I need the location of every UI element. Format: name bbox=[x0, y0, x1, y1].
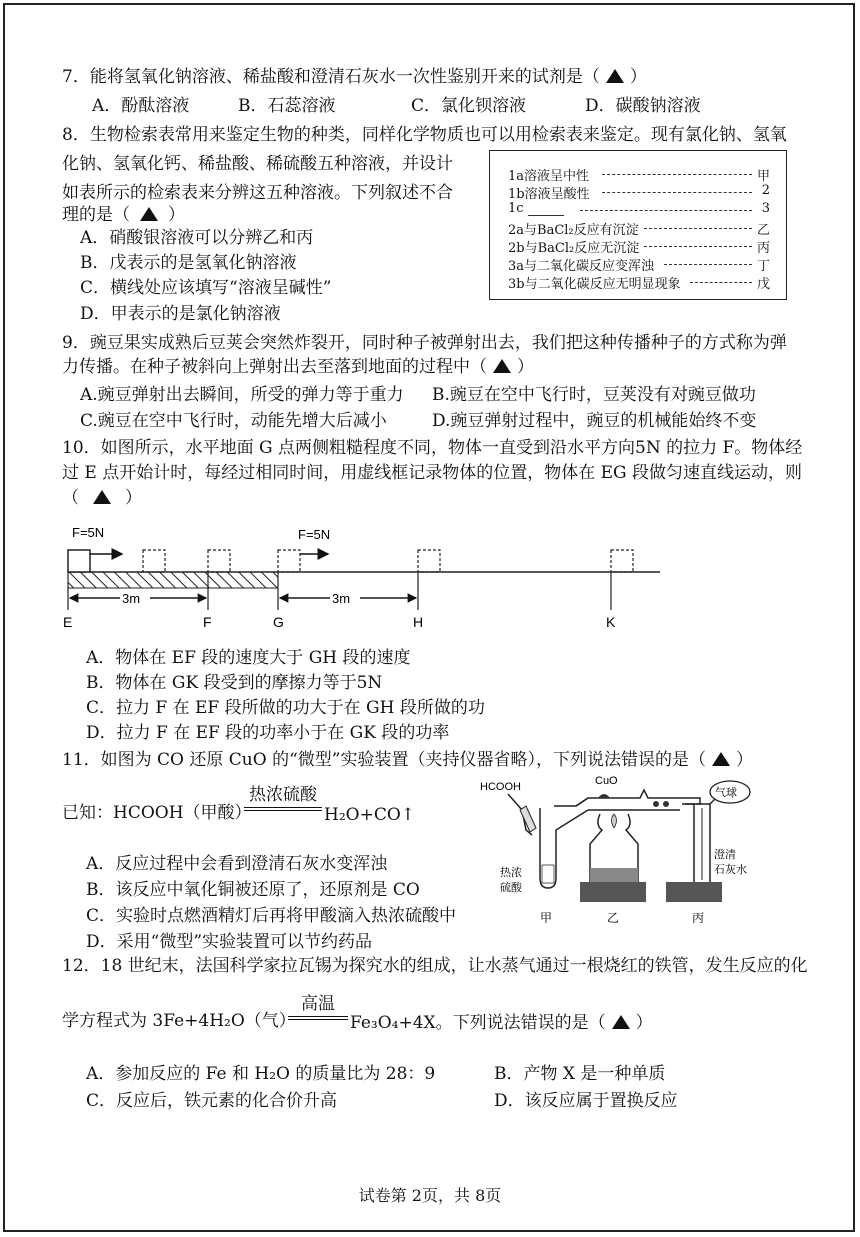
apparatus-label-jia: 甲 bbox=[540, 911, 553, 925]
q7-stem: 7．能将氢氧化钠溶液、稀盐酸和澄清石灰水一次性鉴别开来的试剂是（ ） bbox=[62, 67, 647, 87]
q10-option-d: D．拉力 F 在 EF 段的功率小于在 GK 段的功率 bbox=[86, 723, 450, 743]
key-row: 1b溶液呈酸性 2 bbox=[508, 183, 770, 202]
key-row: 1a溶液呈中性 甲 bbox=[508, 169, 770, 184]
q11-reaction-arrow: 热浓硫酸 bbox=[244, 780, 322, 811]
answer-triangle-icon bbox=[712, 752, 730, 766]
q12-option-c: C．反应后，铁元素的化合价升高 bbox=[86, 1091, 338, 1111]
key-row: 2a与BaCl₂反应有沉淀 乙 bbox=[508, 223, 770, 238]
q12-eq-prefix: 学方程式为 3Fe+4H₂O（气） bbox=[62, 1011, 296, 1031]
q8-line1: 8．生物检索表常用来鉴定生物的种类，同样化学物质也可以用检索表来鉴定。现有氯化钠、氢氧 bbox=[62, 125, 787, 145]
q11-known-products: H₂O+CO↑ bbox=[324, 805, 416, 825]
q10-line1: 10．如图所示，水平地面 G 点两侧粗糙程度不同，物体一直受到沿水平方向5N 的拉力 F。物体经 bbox=[62, 438, 803, 458]
q12-option-b: B．产物 X 是一种单质 bbox=[494, 1064, 666, 1084]
q11-stem: 11．如图为 CO 还原 CuO 的“微型”实验装置（夹持仪器省略），下列说法错误的是（ ） bbox=[62, 750, 753, 770]
acid-label-1: 热浓 bbox=[500, 867, 522, 879]
q9-option-b: B.豌豆在空中飞行时，豆荚没有对豌豆做功 bbox=[432, 385, 756, 405]
q11-option-b: B．该反应中氧化铜被还原了，还原剂是 CO bbox=[86, 880, 420, 900]
apparatus-label-yi: 乙 bbox=[607, 911, 620, 925]
point-label-e: E bbox=[63, 614, 73, 630]
q9-line2: 力传播。在种子被斜向上弹射出去至落到地面的过程中（ ） bbox=[62, 357, 534, 377]
q9-line1: 9．豌豆果实成熟后豆荚会突然炸裂开，同时种子被弹射出去，我们把这种传播种子的方式称为弹 bbox=[62, 333, 787, 353]
q10-option-b: B．物体在 GK 段受到的摩擦力等于5N bbox=[86, 673, 383, 693]
answer-triangle-icon bbox=[93, 490, 111, 504]
key-row: 3a与二氧化碳反应变浑浊 丁 bbox=[508, 259, 770, 274]
q8-option-b: B．戊表示的是氢氧化钠溶液 bbox=[80, 253, 297, 273]
identification-key-table bbox=[489, 150, 787, 300]
distance-label-1: 3m bbox=[122, 591, 141, 606]
answer-triangle-icon bbox=[606, 69, 624, 83]
object-block bbox=[68, 550, 90, 572]
q10-line3: （ ） bbox=[62, 488, 142, 508]
q9-option-a: A.豌豆弹射出去瞬间，所受的弹力等于重力 bbox=[80, 385, 404, 405]
point-label-g: G bbox=[273, 614, 284, 630]
cuo-label: CuO bbox=[595, 775, 618, 787]
point-label-k: K bbox=[606, 614, 616, 630]
q12-option-a: A．参加反应的 Fe 和 H₂O 的质量比为 28：9 bbox=[86, 1064, 436, 1084]
q12-option-d: D．该反应属于置换反应 bbox=[494, 1091, 678, 1111]
q7-option-d: D．碳酸钠溶液 bbox=[585, 96, 701, 116]
answer-triangle-icon bbox=[612, 1015, 630, 1029]
q12-eq-products: Fe₃O₄+4X。下列说法错误的是（ ） bbox=[350, 1013, 653, 1033]
answer-triangle-icon bbox=[493, 359, 511, 373]
key-row: 3b与二氧化碳反应无明显现象 戊 bbox=[508, 277, 770, 292]
force-label-2: F=5N bbox=[298, 527, 331, 542]
q8-line3: 如表所示的检索表来分辨这五种溶液。下列叙述不合 bbox=[62, 183, 453, 203]
rough-surface bbox=[68, 572, 278, 588]
q12-reaction-arrow: 高温 bbox=[288, 989, 348, 1020]
force-label-1: F=5N bbox=[72, 525, 105, 540]
apparatus-label-bing: 丙 bbox=[692, 911, 705, 925]
balloon-label: 气球 bbox=[715, 787, 737, 799]
q11-option-a: A．反应过程中会看到澄清石灰水变浑浊 bbox=[86, 854, 388, 874]
limewater-label-2: 石灰水 bbox=[714, 864, 747, 876]
key-row: 1c 3 bbox=[508, 201, 770, 216]
point-label-f: F bbox=[203, 614, 212, 630]
q11-known-prefix: 已知：HCOOH（甲酸） bbox=[62, 803, 252, 823]
distance-label-2: 3m bbox=[332, 591, 351, 606]
q9-option-d: D.豌豆弹射过程中，豌豆的机械能始终不变 bbox=[432, 411, 757, 431]
q8-option-d: D．甲表示的是氯化钠溶液 bbox=[80, 304, 281, 324]
key-row: 2b与BaCl₂反应无沉淀 丙 bbox=[508, 241, 770, 256]
q11-option-c: C．实验时点燃酒精灯后再将甲酸滴入热浓硫酸中 bbox=[86, 906, 457, 926]
q8-option-c: C．横线处应该填写“溶液呈碱性” bbox=[80, 278, 332, 298]
q8-line4: 理的是（ ） bbox=[62, 205, 185, 225]
point-label-h: H bbox=[413, 614, 424, 630]
position-box bbox=[208, 550, 230, 572]
page-footer: 试卷第 2页，共 8页 bbox=[358, 1186, 502, 1205]
q8-option-a: A．硝酸银溶液可以分辨乙和丙 bbox=[80, 228, 314, 248]
position-box bbox=[611, 550, 633, 572]
motion-diagram bbox=[0, 515, 860, 635]
q7-option-c: C．氯化钡溶液 bbox=[411, 96, 527, 116]
acid-label-2: 硫酸 bbox=[500, 882, 522, 894]
q8-line2: 化钠、氢氧化钙、稀盐酸、稀硫酸五种溶液，并设计 bbox=[62, 154, 453, 174]
q7-option-b: B．石蕊溶液 bbox=[238, 96, 336, 116]
limewater-label-1: 澄清 bbox=[714, 849, 736, 861]
q10-line2: 过 E 点开始计时，每经过相同时间，用虚线框记录物体的位置，物体在 EG 段做匀速直线运动，则 bbox=[62, 463, 803, 483]
position-box bbox=[418, 550, 440, 572]
q7-option-a: A．酚酞溶液 bbox=[92, 96, 190, 116]
hcooh-label: HCOOH bbox=[480, 781, 521, 793]
position-box bbox=[278, 550, 300, 572]
q12-line1: 12．18 世纪末，法国科学家拉瓦锡为探究水的组成，让水蒸气通过一根烧红的铁管，发生反应的化 bbox=[62, 956, 808, 976]
co-apparatus-diagram bbox=[470, 770, 770, 930]
q11-option-d: D．采用“微型”实验装置可以节约药品 bbox=[86, 932, 373, 952]
answer-triangle-icon bbox=[140, 207, 158, 221]
q10-option-c: C．拉力 F 在 EF 段所做的功大于在 GH 段所做的功 bbox=[86, 698, 485, 718]
q10-option-a: A．物体在 EF 段的速度大于 GH 段的速度 bbox=[86, 648, 411, 668]
q9-option-c: C.豌豆在空中飞行时，动能先增大后减小 bbox=[80, 411, 387, 431]
position-box bbox=[143, 550, 165, 572]
